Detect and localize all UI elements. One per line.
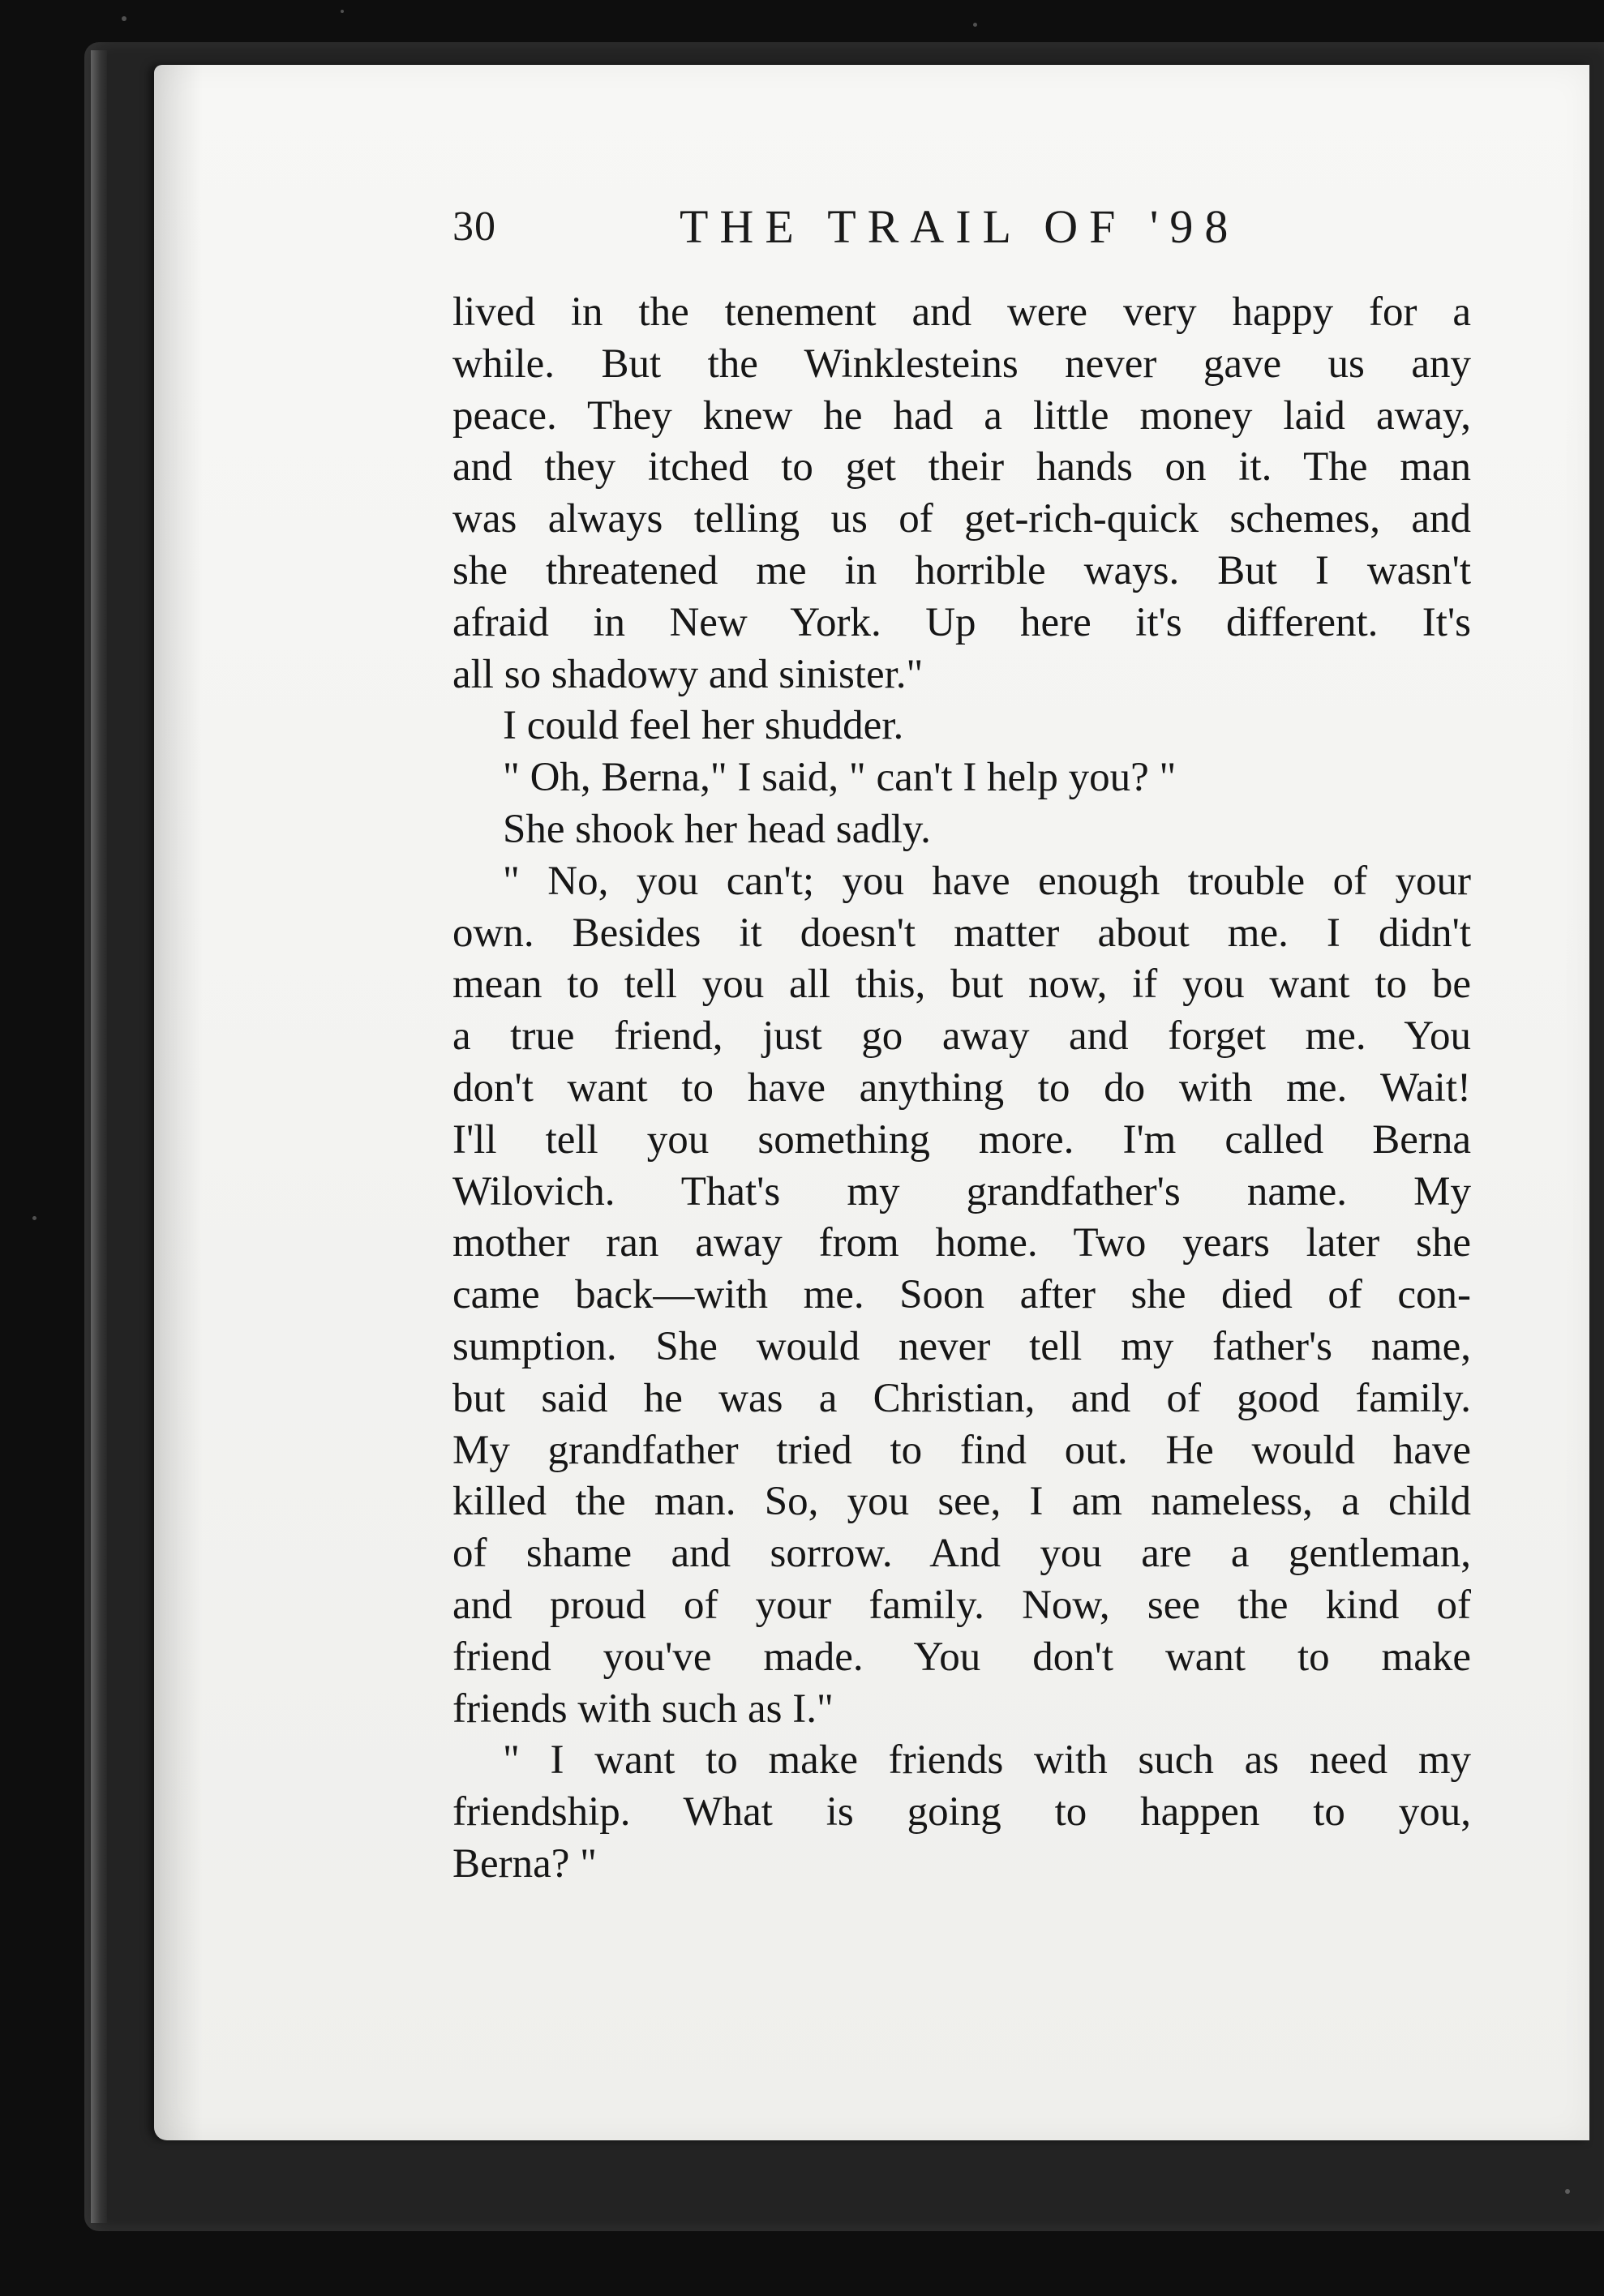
page-header — [452, 199, 1474, 264]
text-line: sumption. She would never tell my father's name, — [452, 1323, 1471, 1369]
running-title: THE TRAIL OF '98 — [680, 200, 1240, 253]
text-line: I could feel her shudder. — [503, 703, 904, 749]
text-line: " No, you can't; you have enough trouble of your — [503, 858, 1471, 904]
text-line: don't want to have anything to do with me. Wait! — [452, 1064, 1471, 1111]
text-line: own. Besides it doesn't matter about me. I didn't — [452, 910, 1471, 956]
text-line: but said he was a Christian, and of good family. — [452, 1375, 1471, 1421]
text-line: and they itched to get their hands on it. The man — [452, 444, 1471, 490]
text-line: a true friend, just go away and forget me. You — [452, 1013, 1471, 1060]
text-line: I'll tell you something more. I'm called Berna — [452, 1116, 1471, 1163]
scan-speck — [973, 23, 977, 27]
text-line: killed the man. So, you see, I am nameless, a child — [452, 1479, 1471, 1525]
text-line: she threatened me in horrible ways. But I wasn't — [452, 547, 1471, 593]
page-number: 30 — [452, 203, 496, 250]
scan-speck — [1565, 2189, 1570, 2194]
text-line: mother ran away from home. Two years later she — [452, 1220, 1471, 1266]
text-line: She shook her head sadly. — [503, 806, 931, 852]
text-line: Wilovich. That's my grandfather's name. My — [452, 1168, 1471, 1214]
text-line: and proud of your family. Now, see the kind of — [452, 1582, 1471, 1628]
text-line: friend you've made. You don't want to make — [452, 1634, 1471, 1680]
text-line: My grandfather tried to find out. He would have — [452, 1427, 1471, 1473]
scan-speck — [341, 10, 344, 13]
scan-speck — [122, 16, 127, 21]
scan-speck — [32, 1216, 36, 1220]
text-line: afraid in New York. Up here it's different. It's — [452, 599, 1471, 645]
text-line: while. But the Winklesteins never gave us any — [452, 341, 1471, 387]
text-line: " Oh, Berna," I said, " can't I help you? " — [503, 755, 1177, 801]
text-line: of shame and sorrow. And you are a gentleman, — [452, 1531, 1471, 1577]
text-line: mean to tell you all this, but now, if you want to be — [452, 962, 1471, 1008]
text-line: Berna? " — [452, 1840, 597, 1887]
text-line: lived in the tenement and were very happy for a — [452, 289, 1471, 335]
body-text — [452, 287, 1471, 1891]
text-line: was always telling us of get-rich-quick schemes, and — [452, 496, 1471, 542]
cover-binding-edge — [91, 50, 107, 2223]
text-line: all so shadowy and sinister." — [452, 651, 924, 697]
text-line: peace. They knew he had a little money laid away, — [452, 392, 1471, 439]
text-line: friends with such as I." — [452, 1686, 834, 1732]
text-line: came back—with me. Soon after she died of con- — [452, 1272, 1471, 1318]
text-line: " I want to make friends with such as need my — [503, 1737, 1471, 1784]
text-line: friendship. What is going to happen to you, — [452, 1789, 1471, 1836]
